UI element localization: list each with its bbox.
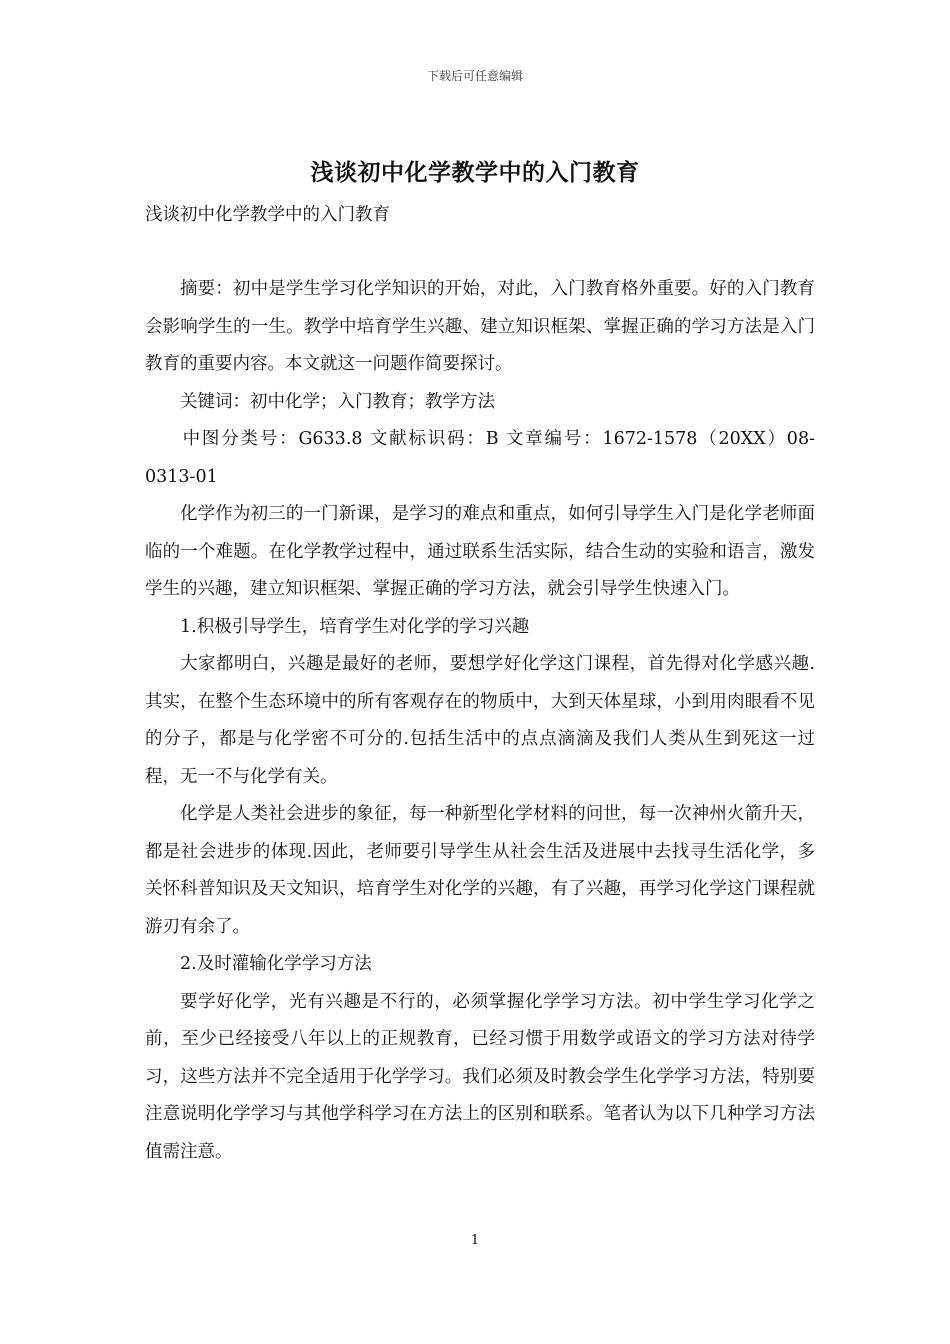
document-title: 浅谈初中化学教学中的入门教育 [310, 159, 640, 186]
document-subtitle: 浅谈初中化学教学中的入门教育 [145, 205, 390, 225]
document-body [145, 271, 815, 1171]
body-paragraph: 要学好化学，光有兴趣是不行的，必须掌握化学学习方法。初中学生学习化学之前，至少已经接受八年以上的正规教育，已经习惯于用数学或语文的学习方法对待学习，这些方法并不完全适用于化学学习。我们必须及时教会学生化学学习方法，特别要注意说明化学学习与其他学科学习在方法上的区别和联系。笔者认为以下几种学习方法值需注意。 [145, 991, 815, 1162]
abstract-paragraph: 摘要：初中是学生学习化学知识的开始，对此，入门教育格外重要。好的入门教育会影响学生的一生。教学中培育学生兴趣、建立知识框架、掌握正确的学习方法是入门教育的重要内容。本文就这一问题作简要探讨。 [145, 279, 815, 374]
body-paragraph: 化学是人类社会进步的象征，每一种新型化学材料的问世，每一次神州火箭升天，都是社会进步的体现.因此，老师要引导学生从社会生活及进展中去找寻生活化学，多关怀科普知识及天文知识，培育学生对化学的兴趣，有了兴趣，再学习化学这门课程就游刃有余了。 [145, 804, 815, 937]
page-header: 下载后可任意编辑 [426, 69, 523, 83]
classification-paragraph: 中图分类号：G633.8 文献标识码：B 文章编号：1672-1578（20XX）08-0313-01 [145, 429, 815, 487]
body-paragraph: 化学作为初三的一门新课，是学习的难点和重点，如何引导学生入门是化学老师面临的一个难题。在化学教学过程中，通过联系生活实际，结合生动的实验和语言，激发学生的兴趣，建立知识框架、掌握正确的学习方法，就会引导学生快速入门。 [145, 504, 815, 599]
page-number: 1 [470, 1233, 480, 1248]
keywords-paragraph: 关键词：初中化学；入门教育；教学方法 [180, 391, 495, 412]
section-heading: 1.积极引导学生，培育学生对化学的学习兴趣 [180, 616, 530, 637]
body-paragraph: 大家都明白，兴趣是最好的老师，要想学好化学这门课程，首先得对化学感兴趣.其实，在整个生态环境中的所有客观存在的物质中，大到天体星球，小到用肉眼看不见的分子，都是与化学密不可分的.包括生活中的点点滴滴及我们人类从生到死这一过程，无一不与化学有关。 [145, 654, 815, 787]
section-heading: 2.及时灌输化学学习方法 [180, 954, 372, 974]
